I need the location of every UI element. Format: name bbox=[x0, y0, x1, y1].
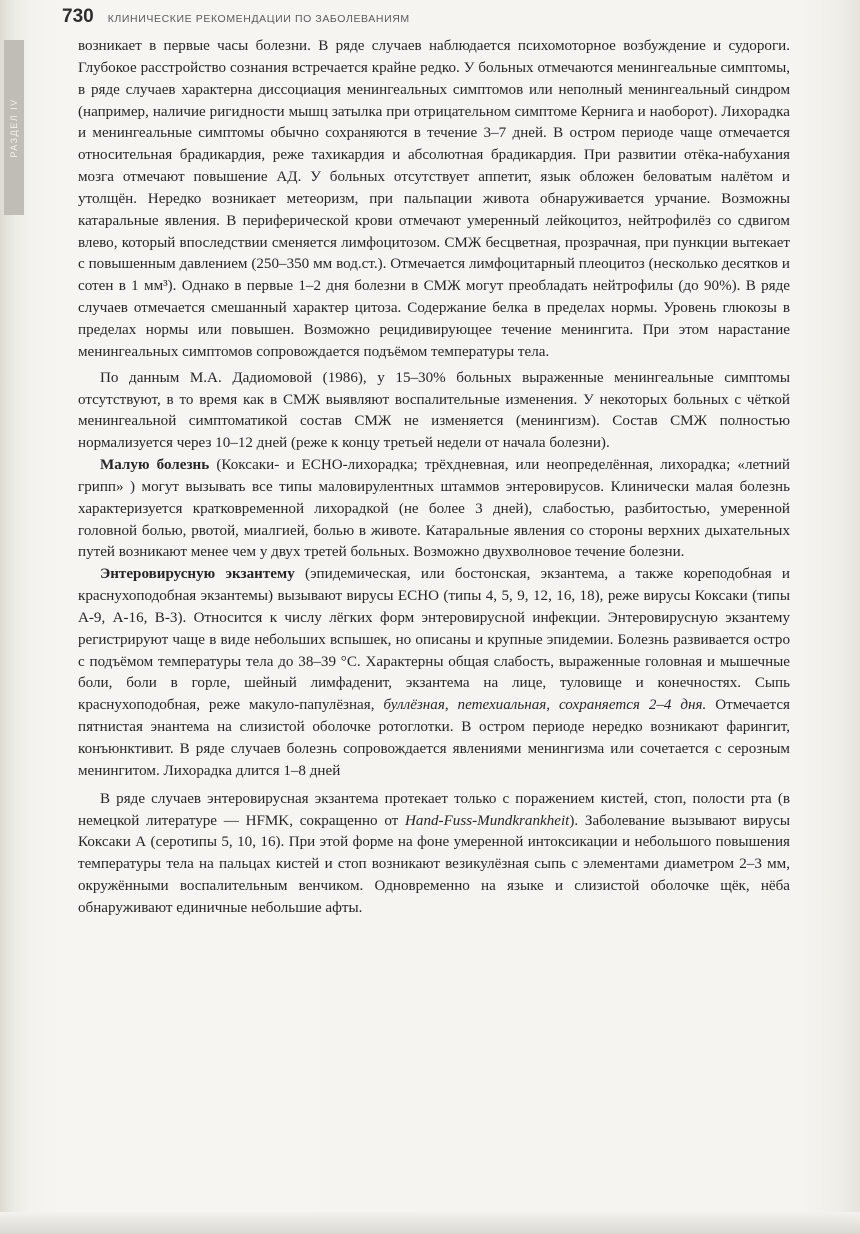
running-head: КЛИНИЧЕСКИЕ РЕКОМЕНДАЦИИ ПО ЗАБОЛЕВАНИЯМ bbox=[107, 13, 410, 25]
paragraph-hfmk-text-b: ). Заболевание вызывают вирусы Коксаки А (серотипы 5, 10, 16). При этой форме на фоне умеренной интоксикации и небольшого повышения температуры тела на пальцах кистей и стоп возникают везикулёзная сыпь с элементами диаметром 2–3 мм, окружёнными воспалительным венчиком. Одновременно на языке и слизистой оболочке щёк, нёба обнаруживают единичные небольшие афты. bbox=[78, 812, 790, 916]
section-side-tab-label: РАЗДЕЛ IV bbox=[9, 98, 19, 158]
paragraph-exanthema-italic: буллёзная, петехиальная, сохраняется 2–4 дня. bbox=[383, 697, 707, 714]
paragraph-continuation: возникает в первые часы болезни. В ряде случаев наблюдается психомоторное возбуждение и судороги. Глубокое расстройство сознания встречается крайне редко. У больных отмечаются менингеальные симптомы, в ряде случаев характерна диссоциация менингеальных симптомов или неполный менингеальный синдром (например, наличие ригидности мышц затылка при отрицательном симптоме Кернига и наоборот). Лихорадка и менингеальные симптомы обычно сохраняются в течение 3–7 дней. В остром периоде чаще отмечается относительная брадикардия, реже тахикардия и абсолютная брадикардия. При развитии отёка-набухания мозга отмечают повышение АД. У больных отсутствует аппетит, язык обложен беловатым налётом и утолщён. Нередко возникает метеоризм, при пальпации живота обнаруживается урчание. Возможны катаральные явления. В периферической крови отмечают умеренный лейкоцитоз, нейтрофилёз со сдвигом влево, который впоследствии сменяется лимфоцитозом. СМЖ бесцветная, прозрачная, при пункции вытекает с повышенным давлением (250–350 мм вод.ст.). Отмечается лимфоцитарный плеоцитоз (несколько десятков и сотен в 1 мм³). Однако в первые 1–2 дня болезни в СМЖ могут преобладать нейтрофилы (до 90%). В ряде случаев отмечается смешанный характер цитоза. Содержание белка в пределах нормы. Уровень глюкозы в пределах нормы или повышен. Возможно рецидивирующее течение менингита. При этом нарастание менингеальных симптомов сопровождается подъёмом температуры тела. bbox=[78, 38, 790, 360]
page-bottom-edge bbox=[0, 1212, 860, 1234]
paragraph-minor-illness-text: (Коксаки- и ЕСНО-лихорадка; трёхдневная, или неопределённая, лихорадка; «летний грипп» ) могут вызывать все типы маловирулентных штаммов энтеровирусов. Клинически малая болезнь характеризуется кратковременной лихорадкой (не более 3 дней), слабостью, разбитостью, умеренной головной болью, рвотой, миалгией, болью в животе. Катаральные явления со стороны верхних дыхательных путей возникают менее чем у двух третей больных. Возможно двухволновое течение болезни. bbox=[78, 457, 791, 561]
paragraph-dadiomova: По данным М.А. Дадиомовой (1986), у 15–30% больных выраженные менингеальные симптомы отсутствуют, в то время как в СМЖ выявляют воспалительные изменения. У некоторых больных с чёткой менингеальной симптоматикой состав СМЖ не изменяется (менингизм). Состав СМЖ полностью нормализуется через 10–12 дней (реже к концу третьей недели от начала болезни). bbox=[78, 369, 790, 452]
page-header bbox=[62, 6, 792, 30]
paragraph-exanthema-text-b: Отмечается пятнистая энантема на слизистой оболочке ротоглотки. В остром периоде нередко возникают фарингит, конъюнктивит. В ряде случаев болезнь сопровождается явлениями менингизма или сочетается с серозным менингитом. Лихорадка длится 1–8 дней bbox=[78, 697, 790, 779]
page-body bbox=[78, 36, 790, 920]
paragraph-exanthema-text-a: (эпидемическая, или бостонская, экзантема, а также кореподобная и краснухоподобная экзантемы) вызывают вирусы ЕСНО (типы 4, 5, 9, 12, 16, 18), реже вирусы Коксаки (типы А-9, А-16, В-3). Относится к числу лёгких форм энтеровирусной инфекции. Энтеровирусную экзантему регистрируют чаще в виде небольших вспышек, но описаны и крупные эпидемии. Болезнь развивается остро с подъёмом температуры тела до 38–39 °С. Характерны общая слабость, выраженные головная и мышечные боли, боли в горле, шейный лимфаденит, экзантема на лице, туловище и конечностях. Сыпь краснухоподобная, реже макуло-папулёзная, bbox=[78, 566, 790, 714]
paragraph-hfmk bbox=[78, 789, 790, 920]
page-number: 730 bbox=[62, 6, 94, 27]
paragraph-hfmk-italic: Hand-Fuss-Mundkrankheit bbox=[405, 812, 570, 829]
paragraph-exanthema bbox=[78, 564, 790, 782]
paragraph-hfmk-text-a: В ряде случаев энтеровирусная экзантема протекает только с поражением кистей, стоп, полости рта (в немецкой литературе — HFMK, сокращенно от bbox=[78, 790, 790, 829]
term-minor-illness: Малую болезнь bbox=[100, 457, 210, 474]
paragraph-minor-illness bbox=[78, 455, 790, 564]
term-enteroviral-exanthema: Энтеровирусную экзантему bbox=[100, 566, 295, 583]
